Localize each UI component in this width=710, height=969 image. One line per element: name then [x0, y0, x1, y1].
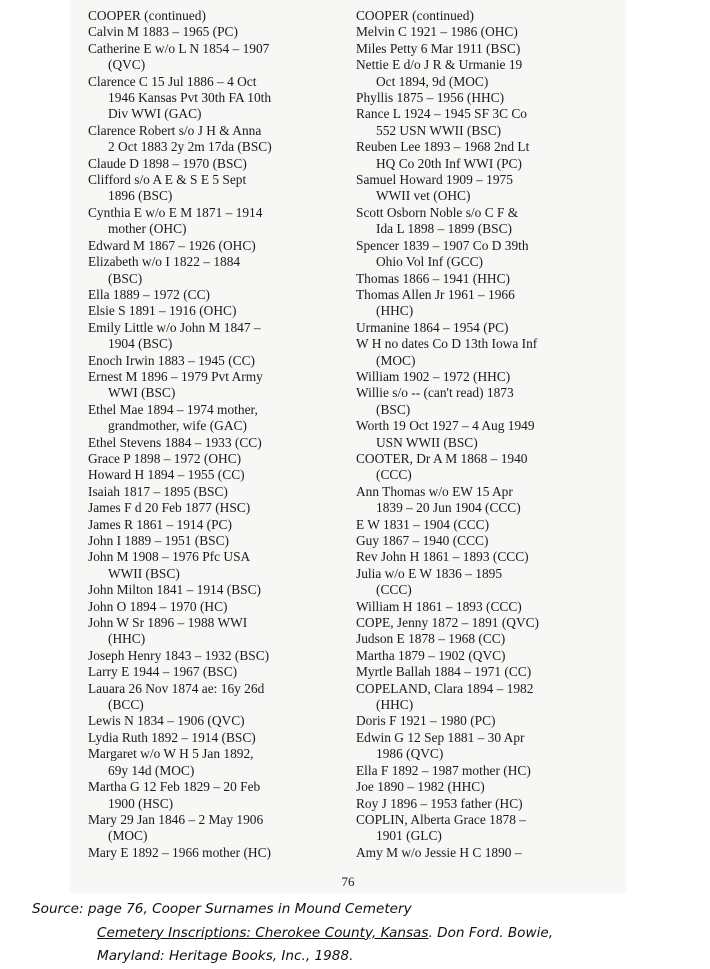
- entry-line: Nettie E d/o J R & Urmanie 19: [356, 57, 523, 73]
- entry-line: Grace P 1898 – 1972 (OHC): [88, 450, 242, 466]
- entry-line: Ida L 1898 – 1899 (BSC): [376, 221, 513, 237]
- entry-line: (HHC): [376, 697, 414, 713]
- entry-line: John Milton 1841 – 1914 (BSC): [88, 582, 261, 598]
- entry-line: Isaiah 1817 – 1895 (BSC): [88, 483, 228, 499]
- entry-line: Margaret w/o W H 5 Jan 1892,: [88, 746, 254, 762]
- entry-line: 1986 (QVC): [376, 746, 444, 762]
- entry-line: Miles Petty 6 Mar 1911 (BSC): [356, 40, 521, 56]
- entry-line: Phyllis 1875 – 1956 (HHC): [356, 90, 505, 106]
- source-book-title: Cemetery Inscriptions: Cherokee County, Kansas: [97, 924, 429, 941]
- entry-line: (MOC): [376, 352, 416, 368]
- entry-line: 552 USN WWII (BSC): [376, 122, 502, 138]
- entry-line: E W 1831 – 1904 (CCC): [356, 516, 490, 532]
- entry-line: Larry E 1944 – 1967 (BSC): [88, 664, 238, 680]
- entry-line: William 1902 – 1972 (HHC): [356, 368, 511, 384]
- entry-line: HQ Co 20th Inf WWI (PC): [376, 155, 522, 171]
- entry-line: Ohio Vol Inf (GCC): [376, 254, 484, 270]
- entry-line: Joseph Henry 1843 – 1932 (BSC): [88, 647, 270, 663]
- entry-line: Edward M 1867 – 1926 (OHC): [88, 237, 256, 253]
- entry-line: Urmanine 1864 – 1954 (PC): [356, 319, 509, 335]
- entry-line: W H no dates Co D 13th Iowa Inf: [356, 336, 538, 352]
- entry-line: Ethel Stevens 1884 – 1933 (CC): [88, 434, 262, 450]
- entry-line: Judson E 1878 – 1968 (CC): [356, 631, 506, 647]
- entry-line: Worth 19 Oct 1927 – 4 Aug 1949: [356, 418, 535, 434]
- entry-line: Spencer 1839 – 1907 Co D 39th: [356, 237, 529, 253]
- entry-line: Cynthia E w/o E M 1871 – 1914: [88, 204, 263, 220]
- entry-line: COPELAND, Clara 1894 – 1982: [356, 680, 534, 696]
- entry-line: Martha 1879 – 1902 (QVC): [356, 647, 506, 663]
- entry-line: Emily Little w/o John M 1847 –: [88, 319, 261, 335]
- source-line-3: Maryland: Heritage Books, Inc., 1988.: [97, 948, 354, 964]
- page-number: 76: [341, 874, 355, 889]
- entry-line: 1900 (HSC): [108, 795, 174, 811]
- entry-line: Ella 1889 – 1972 (CC): [88, 286, 210, 302]
- entry-line: (BSC): [376, 401, 411, 417]
- entry-line: John W Sr 1896 – 1988 WWI: [88, 615, 248, 631]
- entry-line: Lydia Ruth 1892 – 1914 (BSC): [88, 729, 256, 745]
- entry-line: Ann Thomas w/o EW 15 Apr: [356, 483, 513, 499]
- entry-line: 2 Oct 1883 2y 2m 17da (BSC): [108, 139, 272, 155]
- entry-line: Howard H 1894 – 1955 (CC): [88, 467, 245, 483]
- entry-line: Amy M w/o Jessie H C 1890 –: [356, 844, 522, 860]
- entry-line: John O 1894 – 1970 (HC): [88, 598, 228, 614]
- source-citation: [32, 898, 702, 969]
- source-line-1: Source: page 76, Cooper Surnames in Mound Cemetery: [32, 901, 412, 917]
- entry-line: (HHC): [108, 631, 146, 647]
- entry-line: Reuben Lee 1893 – 1968 2nd Lt: [356, 139, 530, 155]
- entry-line: COOPER (continued): [356, 8, 474, 23]
- entry-line: Scott Osborn Noble s/o C F &: [356, 204, 519, 220]
- entry-line: COPLIN, Alberta Grace 1878 –: [356, 811, 526, 827]
- entry-line: Calvin M 1883 – 1965 (PC): [88, 24, 238, 40]
- entry-line: Ernest M 1896 – 1979 Pvt Army: [88, 368, 263, 384]
- entry-line: Martha G 12 Feb 1829 – 20 Feb: [88, 779, 261, 795]
- entry-line: Clifford s/o A E & S E 5 Sept: [88, 172, 247, 188]
- left-column: [88, 8, 350, 861]
- entry-line: Oct 1894, 9d (MOC): [376, 73, 489, 89]
- entry-line: James F d 20 Feb 1877 (HSC): [88, 500, 251, 516]
- entry-line: John I 1889 – 1951 (BSC): [88, 533, 229, 548]
- entry-line: USN WWII (BSC): [376, 434, 478, 450]
- entry-line: COPE, Jenny 1872 – 1891 (QVC): [356, 615, 540, 631]
- entry-line: 1839 – 20 Jun 1904 (CCC): [376, 500, 521, 516]
- source-author: . Don Ford. Bowie,: [428, 924, 554, 941]
- entry-line: Edwin G 12 Sep 1881 – 30 Apr: [356, 729, 525, 745]
- entry-line: COOPER (continued): [88, 8, 206, 23]
- entry-line: 1946 Kansas Pvt 30th FA 10th: [108, 90, 272, 106]
- entry-line: (MOC): [108, 828, 148, 844]
- entry-line: (CCC): [376, 467, 412, 483]
- entry-line: COOTER, Dr A M 1868 – 1940: [356, 450, 528, 466]
- entry-line: Myrtle Ballah 1884 – 1971 (CC): [356, 664, 532, 680]
- entry-line: Melvin C 1921 – 1986 (OHC): [356, 24, 518, 40]
- entry-line: Thomas Allen Jr 1961 – 1966: [356, 286, 515, 302]
- entry-line: Julia w/o E W 1836 – 1895: [356, 565, 503, 581]
- entry-line: Samuel Howard 1909 – 1975: [356, 172, 513, 188]
- entry-line: (QVC): [108, 57, 146, 73]
- entry-line: Div WWI (GAC): [108, 106, 202, 122]
- entry-line: Doris F 1921 – 1980 (PC): [356, 713, 496, 729]
- entry-line: James R 1861 – 1914 (PC): [88, 516, 232, 532]
- entry-line: Clarence Robert s/o J H & Anna: [88, 122, 262, 138]
- entry-line: Ella F 1892 – 1987 mother (HC): [356, 762, 531, 778]
- entry-line: 1896 (BSC): [108, 188, 173, 204]
- entry-line: Elizabeth w/o I 1822 – 1884: [88, 254, 241, 270]
- entry-line: Elsie S 1891 – 1916 (OHC): [88, 303, 237, 319]
- entry-line: Lauara 26 Nov 1874 ae: 16y 26d: [88, 680, 265, 696]
- entry-line: WWII vet (OHC): [376, 188, 471, 204]
- entry-line: William H 1861 – 1893 (CCC): [356, 598, 522, 614]
- entry-line: Rance L 1924 – 1945 SF 3C Co: [356, 106, 527, 122]
- entry-line: (HHC): [376, 303, 414, 319]
- entry-line: Mary E 1892 – 1966 mother (HC): [88, 844, 271, 860]
- entry-line: Lewis N 1834 – 1906 (QVC): [88, 713, 245, 729]
- right-column: [356, 8, 618, 861]
- entry-line: grandmother, wife (GAC): [108, 418, 247, 434]
- entry-line: John M 1908 – 1976 Pfc USA: [88, 549, 251, 565]
- entry-line: (CCC): [376, 582, 412, 598]
- entry-line: (BSC): [108, 270, 143, 286]
- entry-line: WWI (BSC): [108, 385, 176, 401]
- entry-line: Thomas 1866 – 1941 (HHC): [356, 270, 510, 286]
- entry-line: 1904 (BSC): [108, 336, 173, 352]
- entry-line: 69y 14d (MOC): [108, 762, 195, 778]
- entry-line: WWII (BSC): [108, 565, 180, 581]
- entry-line: Guy 1867 – 1940 (CCC): [356, 533, 489, 548]
- entry-line: Rev John H 1861 – 1893 (CCC): [356, 549, 529, 565]
- source-line-2: [32, 922, 702, 946]
- entry-line: Claude D 1898 – 1970 (BSC): [88, 155, 247, 171]
- entry-line: 1901 (GLC): [376, 828, 442, 844]
- entry-line: Roy J 1896 – 1953 father (HC): [356, 795, 523, 811]
- entry-line: Enoch Irwin 1883 – 1945 (CC): [88, 352, 255, 368]
- entry-line: Joe 1890 – 1982 (HHC): [356, 779, 485, 795]
- entry-line: Clarence C 15 Jul 1886 – 4 Oct: [88, 73, 257, 89]
- entry-line: Catherine E w/o L N 1854 – 1907: [88, 40, 270, 56]
- entry-line: Mary 29 Jan 1846 – 2 May 1906: [88, 811, 264, 827]
- entry-line: (BCC): [108, 697, 144, 713]
- entry-line: Ethel Mae 1894 – 1974 mother,: [88, 401, 258, 417]
- entry-line: Willie s/o -- (can't read) 1873: [356, 385, 514, 401]
- entry-line: mother (OHC): [108, 221, 187, 237]
